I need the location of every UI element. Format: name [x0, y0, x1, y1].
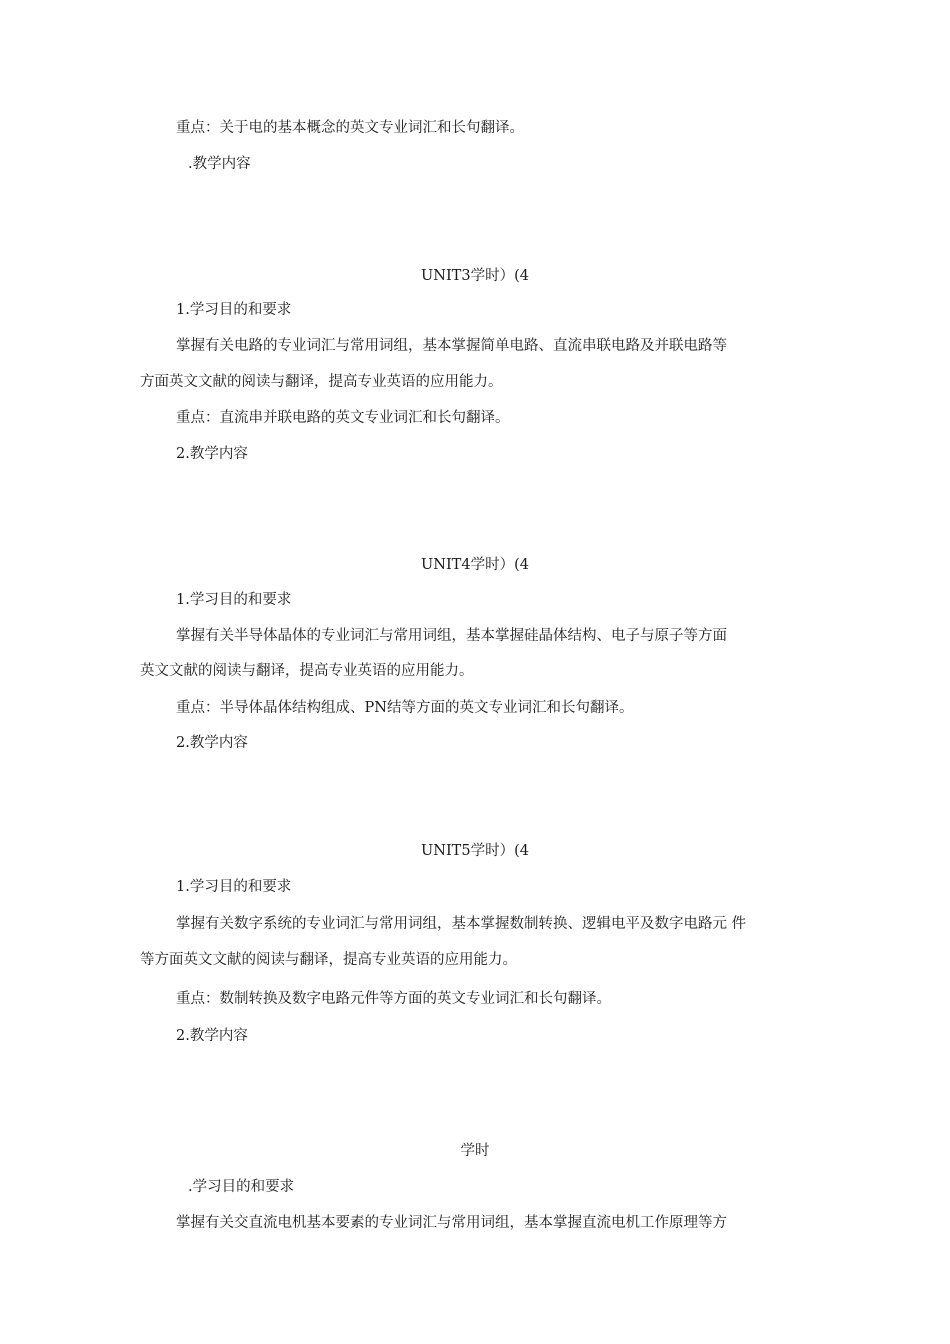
key-point: 重点：直流串并联电路的英文专业词汇和长句翻译。: [176, 410, 510, 426]
objectives-heading: 1.学习目的和要求: [176, 879, 292, 895]
paragraph-line: 掌握有关半导体晶体的专业词汇与常用词组，基本掌握硅晶体结构、电子与原子等方面: [176, 628, 727, 644]
paragraph-line: 掌握有关数字系统的专业词汇与常用词组，基本掌握数制转换、逻辑电平及数字电路元 件: [176, 916, 747, 932]
content-heading: 2.教学内容: [176, 446, 248, 462]
paragraph-line: 英文文献的阅读与翻译，提高专业英语的应用能力。: [140, 663, 474, 679]
unit-title: UNIT3学时）(4: [421, 268, 529, 284]
paragraph-line: 方面英文文献的阅读与翻译，提高专业英语的应用能力。: [140, 374, 503, 390]
objectives-heading: 1.学习目的和要求: [176, 592, 292, 608]
paragraph-line: 等方面英文文献的阅读与翻译，提高专业英语的应用能力。: [140, 952, 517, 968]
objectives-heading: .学习目的和要求: [188, 1179, 295, 1195]
paragraph-line: 掌握有关电路的专业词汇与常用词组，基本掌握简单电路、直流串联电路及并联电路等: [176, 338, 727, 354]
key-point: 重点：半导体晶体结构组成、PN结等方面的英文专业词汇和长句翻译。: [176, 700, 634, 716]
unit-title: UNIT4学时）(4: [421, 557, 529, 573]
paragraph-line: 掌握有关交直流电机基本要素的专业词汇与常用词组，基本掌握直流电机工作原理等方: [176, 1215, 727, 1231]
content-heading: .教学内容: [188, 156, 251, 172]
content-heading: 2.教学内容: [176, 1028, 248, 1044]
key-point: 重点：关于电的基本概念的英文专业词汇和长句翻译。: [176, 120, 524, 136]
unit-title: 学时: [460, 1143, 490, 1159]
objectives-heading: 1.学习目的和要求: [176, 302, 292, 318]
unit-title: UNIT5学时）(4: [421, 843, 529, 859]
key-point: 重点：数制转换及数字电路元件等方面的英文专业词汇和长句翻译。: [176, 991, 611, 1007]
content-heading: 2.教学内容: [176, 735, 248, 751]
